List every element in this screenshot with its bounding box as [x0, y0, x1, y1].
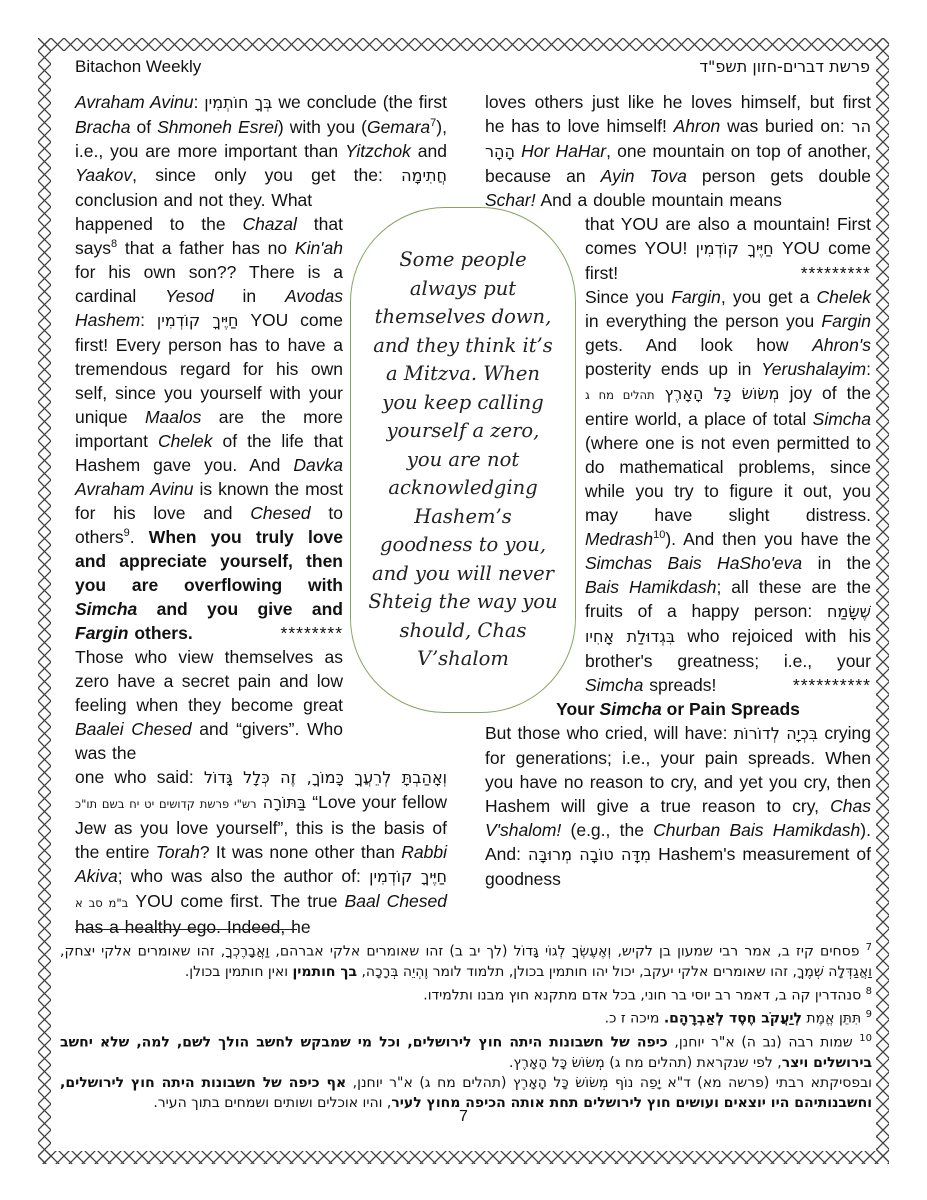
footnote-separator	[75, 929, 297, 930]
footnote-8	[60, 982, 872, 1006]
parsha-title: פרשת דברים-חזון תשפ"ד	[699, 57, 870, 76]
footnote-text: סנהדרין קה ב, דאמר רב יוסי בר חוני, בכל אדם מתקנא חוץ מבנו ותלמידו.	[423, 987, 866, 1004]
footnotes-section	[60, 938, 872, 1113]
left-column-bottom-paragraph: one who said: וְאָהַבְתָּ לְרֵעֲךָ כָּמוֹךָ, זֶה כְּלָל גָּדוֹל בַּתּוֹרָה רש"י פרשת קדושים יט יח בשם תו"כ “Love your fellow Jew as you love yourself”, this is the basis of the entire Torah? It was none other than Rabbi Akiva; who was also the author of: חַיֶּיךָ קוֹדְמִין ב"מ סב א YOU come first. The true Baal Chesed has a healthy ego. Indeed, he	[75, 767, 448, 937]
page-header	[75, 57, 870, 77]
footnote-7	[60, 938, 872, 982]
newsletter-title: Bitachon Weekly	[75, 57, 202, 76]
section-heading: Your Simcha or Pain Spreads	[556, 699, 800, 719]
left-column-top-paragraph: Avraham Avinu: בְּךָ חוֹתְמִין we conclude (the first Bracha of Shmoneh Esrei) with you (Gemara$^7$), i.e., you are more important than Yitzchok and Yaakov, since only you get the: חֲתִימָה conclusion and not they. What	[75, 92, 447, 210]
footnote-number: 9	[865, 1009, 872, 1021]
page-number: 7	[459, 1108, 468, 1125]
footnote-number: 7	[865, 942, 872, 953]
right-column-top-paragraph: loves others just like he loves himself, but first he has to love himself! Ahron was buried on: הר הָהָר Hor HaHar, one mountain on top of another, because an Ayin Tova person gets double Schar! And a double mountain means	[485, 92, 872, 210]
footnote-number: 10	[859, 1032, 873, 1044]
right-column-middle-paragraph: that YOU are also a mountain! First comes YOU! חַיֶּיךָ קוֹדְמִין YOU come first! ********* Since you Fargin, you get a Chelek in everything the person you Fargin gets. And look how Ahron's posterity ends up in Yerushalayim: מְשׂוֹשׂ כָּל הָאָרֶץ תהלים מח ג joy of the entire world, a place of total Simcha (where one is not even permitted to do mathematical problems, since while you try to figure it out, you may have slight distress. Medrash$^{10}$). And then you have the Simchas Bais HaSho'eva in the Bais Hamikdash; all these are the fruits of a happy person: שֶׁשָּׂמַח בִּגְדוּלַת אָחִיו who rejoiced with his brother's greatness; i.e., your Simcha spreads! **********	[585, 214, 871, 695]
footnote-10	[60, 1029, 872, 1113]
footnote-number: 8	[865, 985, 872, 997]
footnote-text: פסחים קיז ב, אמר רבי שמעון בן לקיש, וְאֶעֶשְׂךָ לְגוֹי גָּדוֹל (לך יב ב) זהו שאומרים אלקי אברהם, וַאֲבָרֶכְךָ, זהו שאומרים אלקי יצחק, וַאֲגַדְּלָה שְׁמֶךָ, זהו שאומרים אלקי יעקב, יכול יהו חותמין בכולן, תלמוד לומר וֶהְיֵה בְּרָכָה, בך חותמין ואין חותמין בכולן.	[60, 943, 872, 980]
right-column-bottom-paragraph: But those who cried, will have: בִּכְיָה לְדוֹרוֹת crying for generations; i.e., your pain spreads. When you have no reason to cry, and yet you cry, then Hashem will give a true reason to cry, Chas V'shalom! (e.g., the Churban Bais Hamikdash). And: מִדָּה טוֹבָה מְרוּבָּה Hashem's measurement of goodness	[485, 723, 872, 889]
callout-box	[350, 207, 576, 713]
callout-text: Some people always put themselves down, and they think it’s a Mitzva. When you keep calling yourself a zero, you are not acknowledging Hashem’s goodness to you, and you will never Shteig the way you should, Chas V’shalom	[368, 248, 558, 671]
footnote-text: תִּתֵּן אֱמֶת לְיַעֲקֹב חֶסֶד לְאַבְרָהָם. מיכה ז כ.	[604, 1010, 866, 1027]
footnote-text: שמות רבה (נב ה) א"ר יוחנן, כיפה של חשבונות היתה חוץ לירושלים, וכל מי שמבקש לחשב הולך לשם, למה, שלא יחשב בירושלים ויצר, לפי שנקראת (תהלים מח ג) מְשׂוֹשׂ כָּל הָאָרֶץ.	[60, 1034, 872, 1071]
left-column-middle-paragraph: happened to the Chazal that says$^8$ that a father has no Kin'ah for his own son?? There is a cardinal Yesod in Avodas Hashem: חַיֶּיךָ קוֹדְמִין YOU come first! Every person has to have a tremendous regard for his own self, since you yourself with your unique Maalos are the more important Chelek of the life that Hashem gave you. And Davka Avraham Avinu is known the most for his love and Chesed to others$^9$. When you truly love and appreciate yourself, then you are overflowing with Simcha and you give and Fargin others. ******** Those who view themselves as zero have a secret pain and low feeling when they become great Baalei Chesed and “givers”. Who was the	[75, 214, 344, 763]
footnote-text-continued: ובפסיקתא רבתי (פרשה מא) ד"א יָפֵה נוֹף מְשׂוֹשׂ כָּל הָאָרֶץ (תהלים מח ג) א"ר יוחנן, אף כיפה של חשבונות היתה חוץ לירושלים, וחשבנותיהם היו יוצאים ועושים חוץ לירושלים תחת אותה הכיפה מחוץ לעיר, והיו אוכלים ושותים ושמחים בתוך העיר.	[60, 1074, 872, 1111]
footnote-9	[60, 1005, 872, 1029]
